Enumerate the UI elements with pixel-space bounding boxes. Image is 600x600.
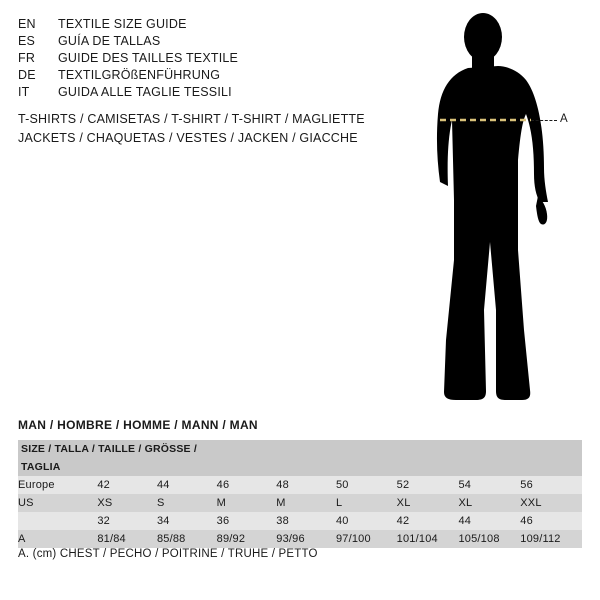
table-cell: XL: [458, 494, 520, 512]
language-row: [18, 50, 398, 67]
language-text: TEXTILE SIZE GUIDE: [58, 17, 187, 31]
language-text: GUIDE DES TAILLES TEXTILE: [58, 51, 239, 65]
table-header-row: [18, 440, 582, 476]
callout-dash-line: [531, 120, 557, 121]
row-label: Europe: [18, 476, 97, 494]
language-row: [18, 84, 398, 101]
table-cell: 97/100: [336, 530, 397, 548]
language-code: IT: [18, 85, 30, 99]
table-cell: M: [217, 494, 277, 512]
table-cell: 32: [97, 512, 157, 530]
table-cell: 44: [157, 476, 217, 494]
table-cell: 109/112: [520, 530, 582, 548]
row-label: A: [18, 530, 97, 548]
body-figure: [410, 10, 600, 405]
table-cell: 105/108: [458, 530, 520, 548]
language-row: [18, 16, 398, 33]
category-line-tshirts: T-SHIRTS / CAMISETAS / T-SHIRT / T-SHIRT / MAGLIETTE: [18, 112, 365, 126]
category-block: [18, 110, 438, 148]
table-cell: 36: [217, 512, 277, 530]
table-row: [18, 476, 582, 494]
table-title: MAN / HOMBRE / HOMME / MANN / MAN: [18, 418, 258, 432]
table-row: [18, 530, 582, 548]
table-cell: 42: [97, 476, 157, 494]
table-cell: 81/84: [97, 530, 157, 548]
table-header-size: SIZE / TALLA / TAILLE / GRÖSSE / TAGLIA: [18, 440, 217, 476]
language-header-block: [18, 16, 398, 101]
language-code: DE: [18, 68, 36, 82]
table-cell: XXL: [520, 494, 582, 512]
table-cell: 40: [336, 512, 397, 530]
row-label: US: [18, 494, 97, 512]
table-header-blank: [217, 440, 582, 476]
table-cell: XS: [97, 494, 157, 512]
table-cell: 46: [217, 476, 277, 494]
language-text: GUÍA DE TALLAS: [58, 34, 161, 48]
table-row: [18, 494, 582, 512]
language-code: ES: [18, 34, 36, 48]
table-row: [18, 512, 582, 530]
table-cell: 44: [458, 512, 520, 530]
table-cell: 52: [397, 476, 459, 494]
table-cell: 46: [520, 512, 582, 530]
category-line-jackets: JACKETS / CHAQUETAS / VESTES / JACKEN / GIACCHE: [18, 131, 358, 145]
table-cell: L: [336, 494, 397, 512]
callout-label-a: A: [560, 113, 569, 125]
table-cell: XL: [397, 494, 459, 512]
table-cell: 42: [397, 512, 459, 530]
table-cell: 54: [458, 476, 520, 494]
language-code: FR: [18, 51, 36, 65]
row-label: [18, 512, 97, 530]
table-cell: 34: [157, 512, 217, 530]
table-cell: S: [157, 494, 217, 512]
table-cell: 50: [336, 476, 397, 494]
table-cell: 38: [276, 512, 336, 530]
table-cell: 93/96: [276, 530, 336, 548]
language-code: EN: [18, 17, 36, 31]
language-row: [18, 33, 398, 50]
size-table: [18, 440, 582, 548]
male-silhouette-icon: [410, 10, 600, 405]
table-cell: 101/104: [397, 530, 459, 548]
table-cell: 48: [276, 476, 336, 494]
table-cell: 89/92: [217, 530, 277, 548]
footnote-chest-measure: A. (cm) CHEST / PECHO / POITRINE / TRUHE / PETTO: [18, 548, 318, 560]
language-text: TEXTILGRÖßENFÜHRUNG: [58, 68, 221, 82]
table-cell: 85/88: [157, 530, 217, 548]
table-cell: 56: [520, 476, 582, 494]
language-text: GUIDA ALLE TAGLIE TESSILI: [58, 85, 232, 99]
language-row: [18, 67, 398, 84]
table-cell: M: [276, 494, 336, 512]
